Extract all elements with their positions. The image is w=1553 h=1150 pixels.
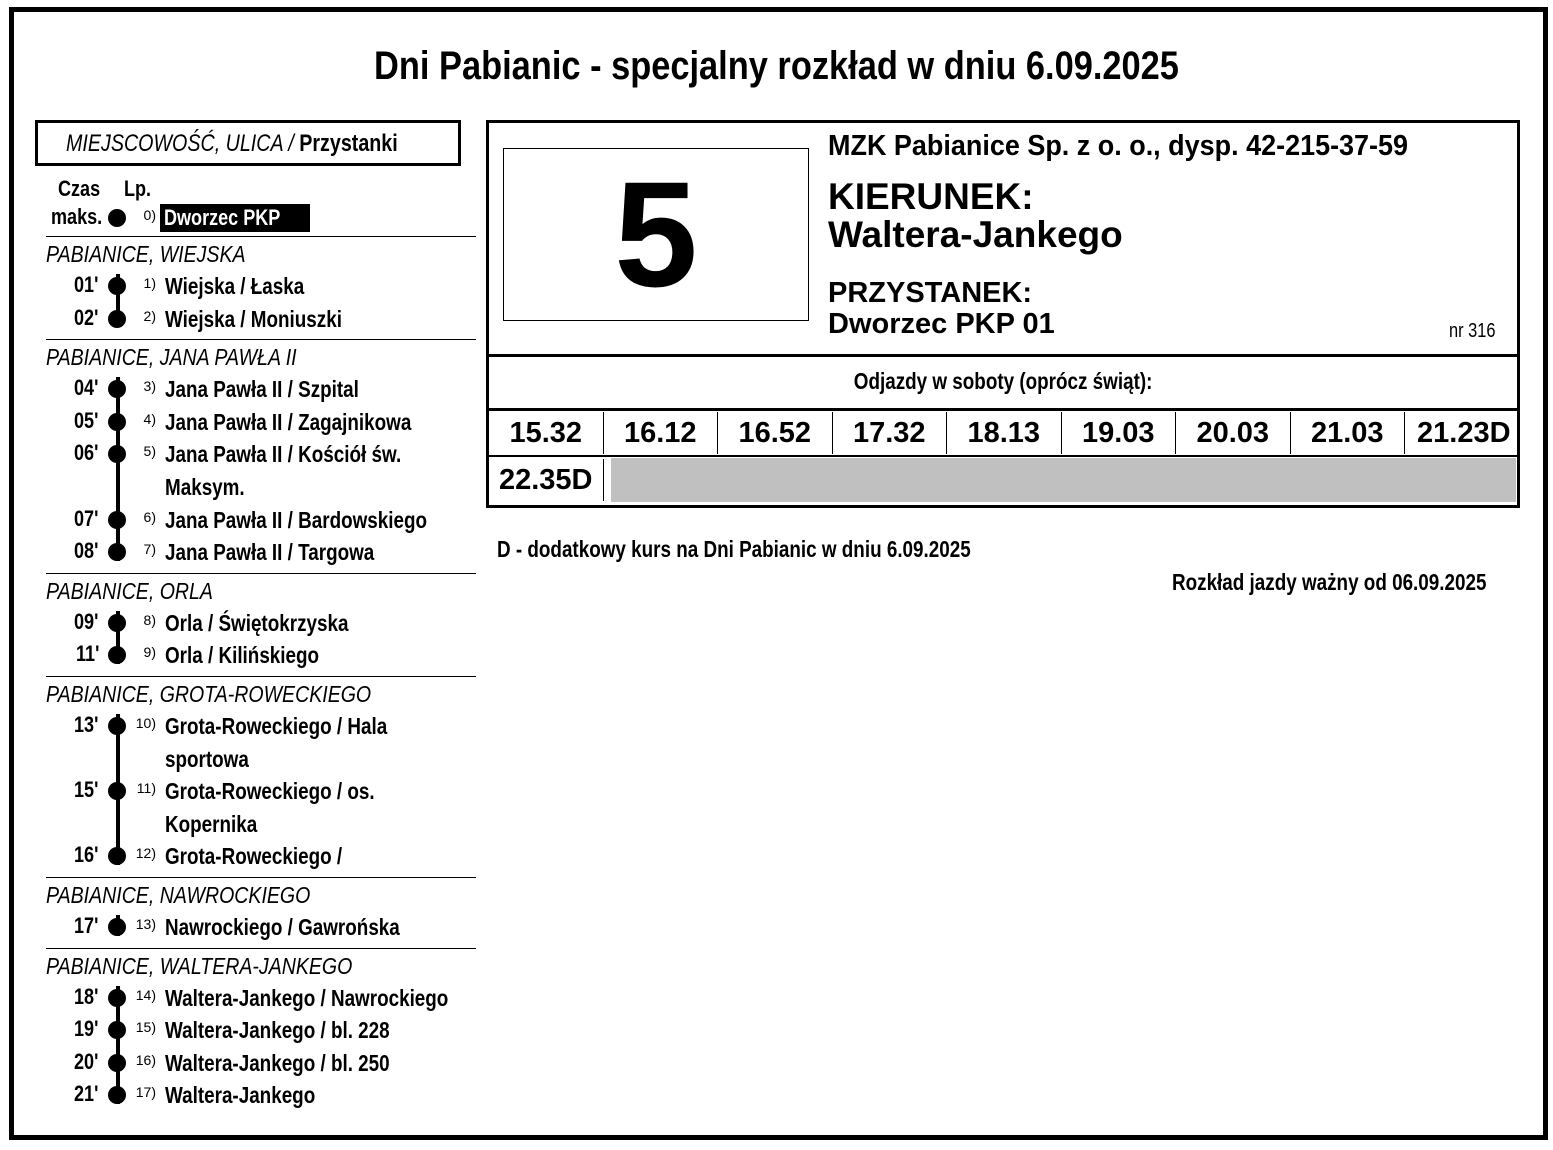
area-header: PABIANICE, WIEJSKA [46, 236, 476, 268]
departure-time: 21.23D [1417, 417, 1511, 449]
direction-value: Waltera-Jankego [828, 214, 1123, 255]
current-stop-label: Dworzec PKP [160, 204, 310, 232]
stop-name: Grota-Roweckiego / Hala [165, 713, 388, 739]
stop-name: Waltera-Jankego / bl. 228 [165, 1017, 390, 1044]
stop-lp: 9) [143, 644, 156, 661]
stop-lp: 2) [143, 307, 156, 324]
departure-time: 22.35D [489, 459, 604, 501]
col-time-label-2: maks. [51, 204, 103, 229]
company-info: MZK Pabianice Sp. z o. o., dysp. 42-215-37-59 [828, 130, 1409, 162]
stop-lp: 7) [143, 541, 156, 558]
route-line [116, 212, 120, 220]
stop-lp: 1) [143, 275, 156, 291]
stop-time: 19' [74, 1016, 99, 1042]
stops-header [35, 120, 461, 166]
stop-name: Orla / Kilińskiego [165, 642, 320, 669]
area-header: PABIANICE, ORLA [46, 573, 476, 605]
stop-name: Wiejska / Moniuszki [165, 305, 342, 332]
departure-time: 16.52 [718, 412, 833, 454]
stop-name: Waltera-Jankego / bl. 250 [165, 1049, 390, 1076]
stop-value: Dworzec PKP 01 [828, 308, 1055, 340]
stop-lp: 6) [143, 508, 156, 525]
stop-time: 01' [74, 272, 99, 297]
stop-time: 04' [74, 375, 99, 401]
stop-time: 11' [75, 641, 99, 667]
stop-name: Jana Pawła II / Zagajnikowa [165, 408, 412, 435]
area-header: PABIANICE, WALTERA-JANKEGO [46, 948, 476, 980]
stop-time: 08' [74, 538, 99, 564]
stop-lp: 13) [135, 916, 156, 932]
footnote: D - dodatkowy kurs na Dni Pabianic w dniu 6.09.2025 [497, 536, 971, 562]
stop-time: 20' [74, 1048, 99, 1074]
stop-lp: 11) [136, 780, 156, 797]
stop-time: 13' [74, 712, 99, 737]
departure-time: 17.32 [833, 412, 948, 454]
route-dot [108, 511, 126, 529]
stop-time: 07' [74, 505, 99, 531]
stop-name: Kopernika [165, 810, 258, 837]
stops-header-bold: Przystanki [299, 130, 398, 157]
stop-name: Jana Pawła II / Targowa [165, 539, 375, 566]
col-lp-label: Lp. [124, 176, 152, 201]
direction-label: KIERUNEK: [828, 176, 1034, 217]
stop-lp: 0) [143, 207, 156, 223]
line-number: 5 [503, 148, 809, 321]
stop-name: Jana Pawła II / Szpital [165, 376, 359, 403]
stop-lp: 10) [135, 715, 156, 731]
stop-name: sportowa [165, 745, 249, 772]
col-time-label-1: Czas [58, 176, 101, 201]
divider [486, 408, 1520, 411]
stop-name: Waltera-Jankego [165, 1082, 316, 1109]
stop-name: Grota-Roweckiego / os. [165, 778, 375, 805]
stop-name: Nawrockiego / Gawrońska [165, 914, 400, 940]
area-header: PABIANICE, NAWROCKIEGO [46, 877, 476, 909]
area-header: PABIANICE, JANA PAWŁA II [46, 339, 476, 371]
route-dot [108, 989, 126, 1007]
stop-name: Waltera-Jankego / Nawrockiego [165, 984, 449, 1011]
departure-time: 21.03 [1291, 412, 1406, 454]
day-type-label: Odjazdy w soboty (oprócz świąt): [853, 368, 1153, 394]
stop-time: 06' [74, 440, 99, 466]
stop-time: 18' [74, 983, 99, 1009]
route-dot [108, 310, 126, 328]
route-dot [108, 277, 126, 295]
stop-time: 15' [74, 777, 99, 803]
stop-lp: 8) [143, 611, 156, 628]
stop-name: Wiejska / Łaska [165, 273, 305, 299]
departure-time: 18.13 [947, 412, 1062, 454]
empty-cells [611, 458, 1516, 502]
stop-lp: 15) [135, 1019, 156, 1036]
stop-lp: 16) [135, 1051, 156, 1068]
route-dot [108, 413, 126, 431]
stop-number: nr 316 [1449, 320, 1496, 342]
area-header: PABIANICE, GROTA-ROWECKIEGO [46, 676, 476, 708]
stop-time: 17' [74, 913, 99, 938]
stop-lp: 5) [143, 443, 156, 460]
stop-label: PRZYSTANEK: [828, 277, 1033, 309]
route-dot [108, 1054, 126, 1072]
direction-block [828, 178, 1123, 254]
stop-time: 16' [74, 842, 99, 868]
stop-name: Orla / Świętokrzyska [165, 609, 349, 636]
route-dot [108, 614, 126, 632]
stop-lp: 12) [135, 845, 156, 862]
stop-lp: 17) [135, 1084, 156, 1101]
divider [486, 354, 1520, 357]
stop-name: Maksym. [165, 474, 245, 500]
stop-name: Jana Pawła II / Kościół św. [165, 441, 402, 468]
departure-time: 15.32 [489, 412, 604, 454]
stop-time: 21' [74, 1081, 99, 1107]
stop-lp: 14) [135, 986, 156, 1003]
route-dot [108, 918, 126, 936]
stop-time: 09' [74, 608, 99, 634]
stop-block [828, 278, 1055, 340]
page-title: Dni Pabianic - specjalny rozkład w dniu 6.09.2025 [374, 44, 1179, 88]
route-dot [108, 717, 126, 735]
departure-time: 20.03 [1176, 412, 1291, 454]
stop-lp: 4) [143, 410, 156, 427]
departure-time: 16.12 [604, 412, 719, 454]
valid-from: Rozkład jazdy ważny od 06.09.2025 [1172, 569, 1487, 595]
stop-name: Jana Pawła II / Bardowskiego [165, 506, 428, 533]
route-line [116, 377, 120, 561]
stop-lp: 3) [143, 378, 156, 395]
stop-time: 02' [74, 304, 99, 330]
stop-time: 05' [74, 407, 99, 433]
divider [486, 455, 1520, 457]
stop-name: Grota-Roweckiego / [165, 843, 343, 870]
departure-time: 19.03 [1062, 412, 1177, 454]
stops-header-italic: MIEJSCOWOŚĆ, ULICA / [66, 130, 300, 157]
